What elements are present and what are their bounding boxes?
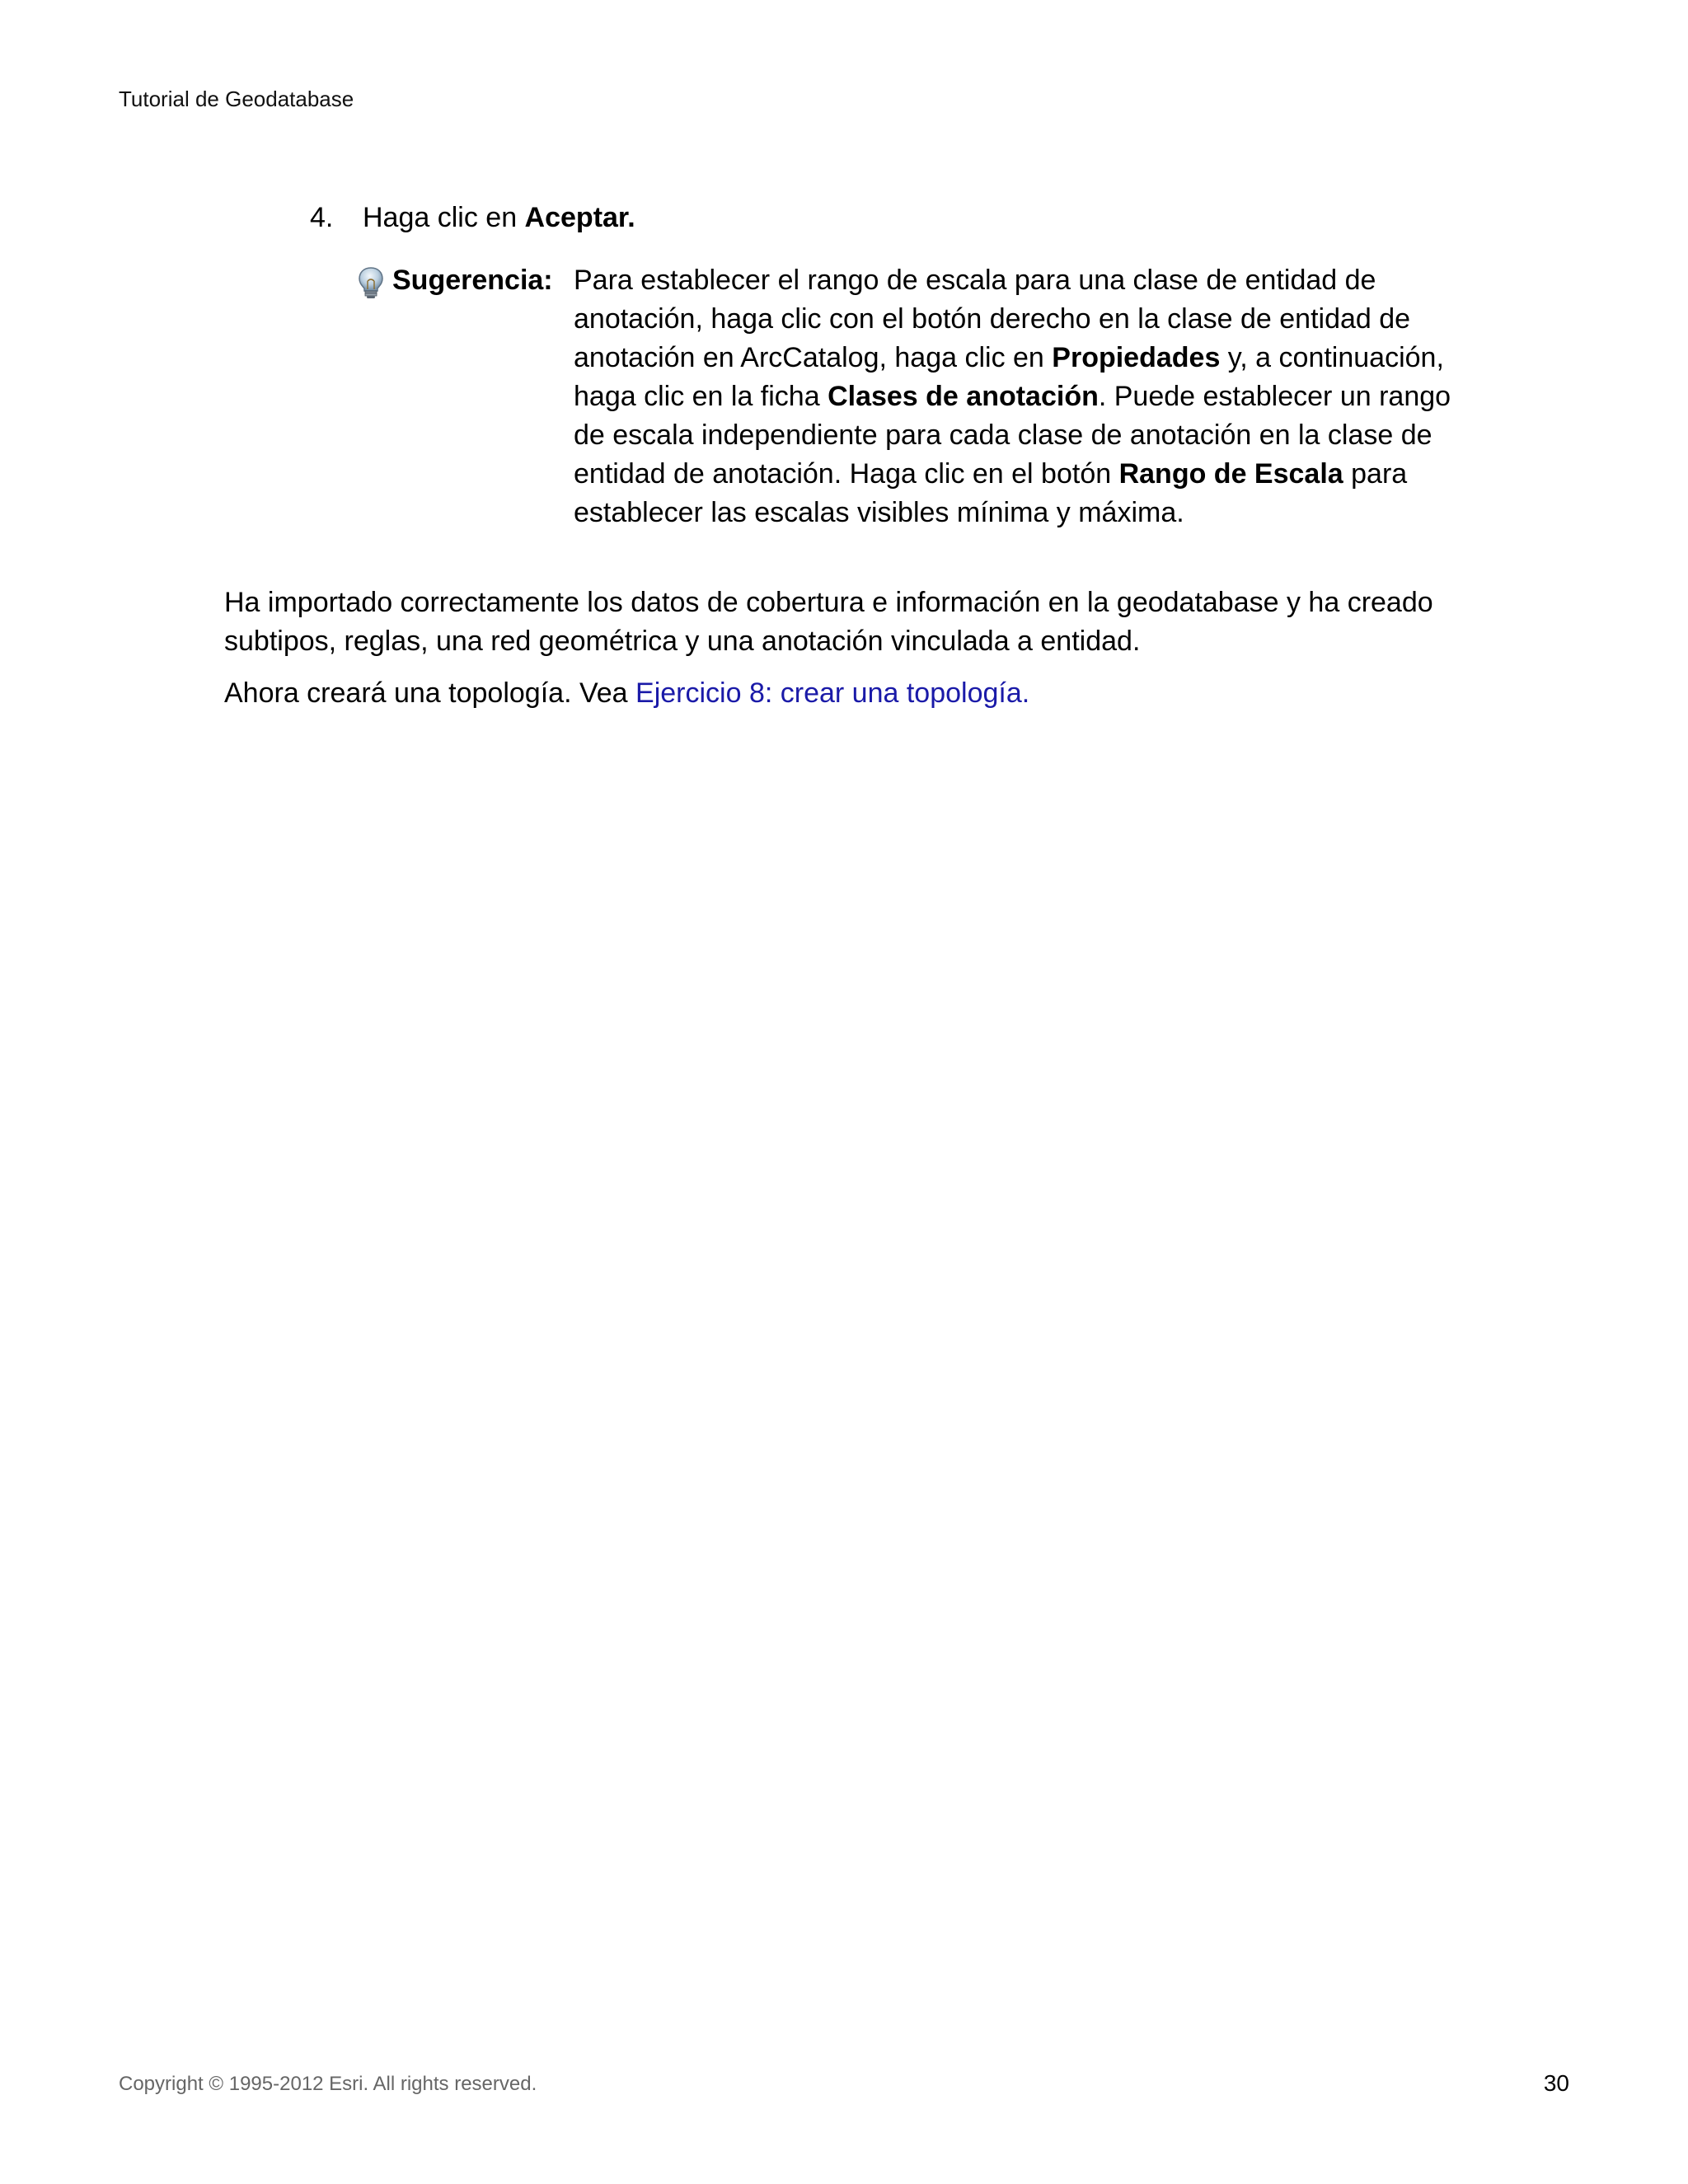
tip-bold-rango-de-escala: Rango de Escala (1118, 458, 1343, 490)
tip-text (574, 261, 1452, 532)
tip-text-part: para establecer las escalas visibles mínima y máxima. (574, 458, 1408, 528)
lightbulb-icon (356, 266, 386, 301)
page-header-title: Tutorial de Geodatabase (119, 87, 354, 111)
tip-text-part: Para establecer el rango de escala para una clase de entidad de anotación, haga clic con el botón derecho en la clase de entidad de anotación en ArcCatalog, haga clic en (574, 265, 1411, 373)
exercise-8-link[interactable]: Ejercicio 8: crear una topología (635, 677, 1022, 709)
page-number: 30 (1543, 2070, 1569, 2096)
tip-label: Sugerencia: (392, 265, 553, 296)
tip-bold-propiedades: Propiedades (1052, 342, 1221, 373)
summary-paragraph: Ha importado correctamente los datos de cobertura e información en la geodatabase y ha creado subtipos, reglas, una red geométrica y una anotación vinculada a entidad. (224, 587, 1433, 657)
next-step-paragraph (224, 674, 1461, 713)
footer-copyright: Copyright © 1995-2012 Esri. All rights reserved. (119, 2073, 537, 2095)
tip-text-part: y, a continuación, haga clic en la ficha (574, 342, 1444, 412)
link-period: . (1021, 677, 1030, 709)
tip-text-part: . Puede establecer un rango de escala independiente para cada clase de anotación en la clase de entidad de anotación. Haga clic en el botón (574, 381, 1451, 490)
step-number: 4. (310, 202, 334, 233)
step-text: Haga clic en (363, 202, 525, 233)
next-step-text: Ahora creará una topología. Vea (224, 677, 636, 709)
tip-bold-clases-de-anotacion: Clases de anotación (828, 381, 1099, 412)
step-bold-text: Aceptar. (524, 202, 635, 233)
step-4 (310, 200, 635, 235)
